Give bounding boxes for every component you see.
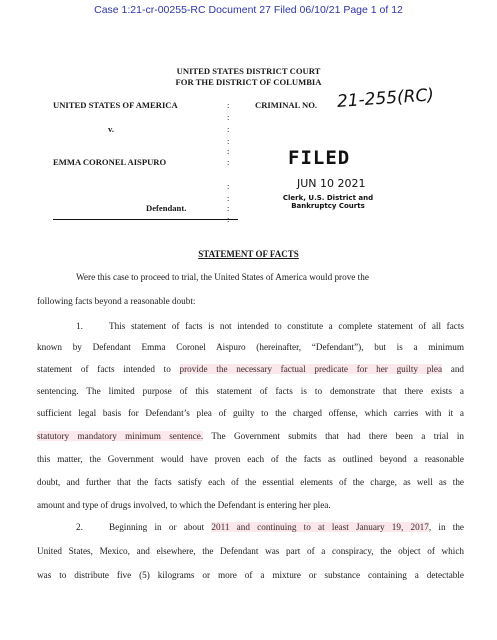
paragraph-1-line-3: statement of facts intended to provide the necessary factual predicate for her guilty plea and xyxy=(37,364,465,374)
docket-header: Case 1:21-cr-00255-RC Document 27 Filed 06/10/21 Page 1 of 12 xyxy=(94,4,403,16)
intro-line-1: Were this case to proceed to trial, the United States of America would prove the xyxy=(76,272,369,282)
paragraph-1-line-1: This statement of facts is not intended to constitute a complete statement of all facts xyxy=(109,321,464,331)
versus-label: v. xyxy=(108,124,114,134)
paragraph-2-number: 2. xyxy=(76,522,83,532)
filed-stamp-title: FILED xyxy=(288,147,351,169)
section-heading: STATEMENT OF FACTS xyxy=(198,249,299,259)
defendant-name: EMMA CORONEL AISPURO xyxy=(53,157,167,167)
criminal-number-label: CRIMINAL NO. xyxy=(255,100,318,110)
paragraph-2-line-1: Beginning in or about 2011 and continuing to at least January 19, 2017, in the xyxy=(109,522,464,532)
paragraph-2-line-3: was to distribute five (5) kilograms or more of a mixture or substance containing a detectable xyxy=(37,570,464,580)
paragraph-2-line-2: United States, Mexico, and elsewhere, the Defendant was part of a conspiracy, the object of which xyxy=(37,546,464,556)
caption-rule xyxy=(53,219,238,220)
highlight-factual-predicate: provide the necessary factual predicate for her guilty plea xyxy=(179,364,443,374)
paragraph-1-number: 1. xyxy=(76,321,83,331)
paragraph-1-line-8: doubt, and further that the facts satisfy each of the essential elements of the charge, as well as the xyxy=(37,477,464,487)
highlight-mandatory-minimum: statutory mandatory minimum sentence. xyxy=(37,431,204,441)
court-name: UNITED STATES DISTRICT COURT xyxy=(176,66,321,76)
paragraph-1-line-6: statutory mandatory minimum sentence. The Government submits that had there been a trial in xyxy=(37,431,464,441)
paragraph-1-line-5: sufficient legal basis for Defendant’s plea of guilty to the charged offense, which carries with it a xyxy=(37,408,464,418)
highlight-date-range: 2011 and continuing to at least January 19, 2017 xyxy=(211,522,429,532)
handwritten-case-number: 21-255(RC) xyxy=(336,85,435,112)
court-district: FOR THE DISTRICT OF COLUMBIA xyxy=(175,77,322,87)
filed-stamp-date: JUN 10 2021 xyxy=(297,177,366,190)
paragraph-1-line-4: sentencing. The limited purpose of this statement of facts is to demonstrate that there exists a xyxy=(37,386,464,396)
defendant-label: Defendant. xyxy=(146,203,187,213)
filed-stamp-clerk-line2: Bankruptcy Courts xyxy=(291,202,365,210)
paragraph-1-line-7: this matter, the Government would have proven each of the facts as outlined beyond a reasonable xyxy=(37,454,464,464)
intro-line-2: following facts beyond a reasonable doubt: xyxy=(37,296,196,306)
paragraph-1-line-9: amount and type of drugs involved, to which the Defendant is entering her plea. xyxy=(37,500,331,510)
filed-stamp-clerk xyxy=(282,194,374,210)
filed-stamp-clerk-line1: Clerk, U.S. District and xyxy=(282,194,374,202)
paragraph-1-line-2: known by Defendant Emma Coronel Aispuro (hereinafter, “Defendant”), but is a minimum xyxy=(37,342,464,352)
plaintiff-name: UNITED STATES OF AMERICA xyxy=(53,100,178,110)
